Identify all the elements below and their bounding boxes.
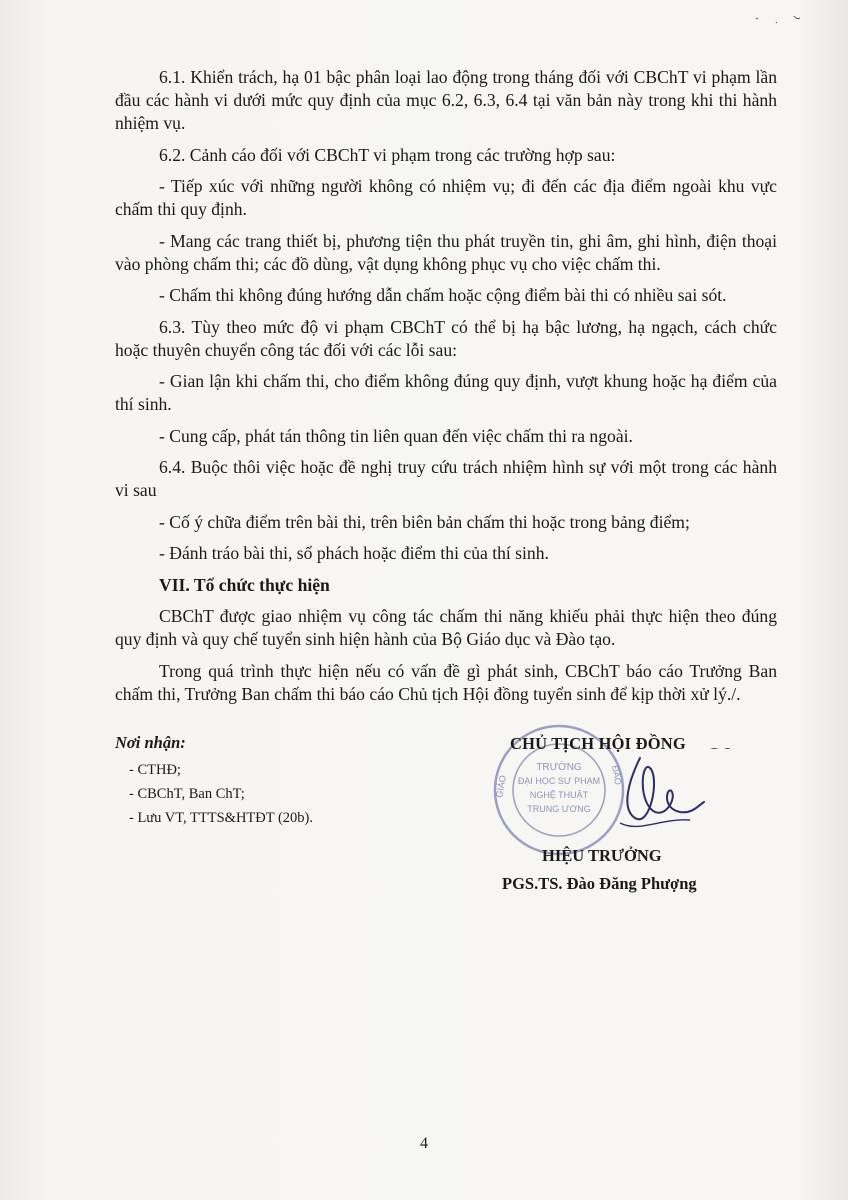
signature-block [470, 728, 760, 908]
paragraph-6-4: 6.4. Buộc thôi việc hoặc đề nghị truy cứu trách nhiệm hình sự với một trong các hành vi sau [115, 457, 777, 500]
signer-role: CHỦ TỊCH HỘI ĐỒNG [510, 734, 686, 753]
svg-text:ĐÀO: ĐÀO [610, 764, 624, 786]
recipients-title: Nơi nhận: [115, 733, 186, 752]
paragraph-6-3-item-2: - Cung cấp, phát tán thông tin liên quan đến việc chấm thi ra ngoài. [159, 425, 633, 446]
recipient-item: - CBChT, Ban ChT; [129, 786, 245, 802]
paragraph-6-4-item-1: - Cố ý chữa điểm trên bài thi, trên biên bản chấm thi hoặc trong bảng điểm; [159, 511, 690, 532]
recipient-item: - CTHĐ; [129, 762, 181, 778]
document-body [115, 66, 777, 714]
section-paragraph-1: CBChT được giao nhiệm vụ công tác chấm thi năng khiếu phải thực hiện theo đúng quy định và quy chế tuyển sinh hiện hành của Bộ Giáo dục và Đào tạo. [115, 606, 777, 649]
paragraph-6-3-item-1: - Gian lận khi chấm thi, cho điểm không đúng quy định, vượt khung hoặc hạ điểm của thí sinh. [115, 371, 777, 414]
section-paragraph-2: Trong quá trình thực hiện nếu có vấn đề gì phát sinh, CBChT báo cáo Trưởng Ban chấm thi, Trưởng Ban chấm thi báo cáo Chủ tịch Hội đồng tuyển sinh để kịp thời xử lý./. [115, 660, 777, 704]
paragraph-6-1: 6.1. Khiển trách, hạ 01 bậc phân loại lao động trong tháng đối với CBChT vi phạm lần đầu các hành vi dưới mức quy định của mục 6.2, 6.3, 6.4 tại văn bản này trong khi thi hành nhiệm vụ. [115, 67, 777, 133]
svg-text:ĐẠI HỌC SƯ PHẠM: ĐẠI HỌC SƯ PHẠM [517, 776, 601, 786]
svg-text:TRƯỜNG: TRƯỜNG [536, 762, 582, 773]
svg-text:NGHỆ THUẬT: NGHỆ THUẬT [529, 790, 589, 800]
scan-mark-icon [748, 12, 808, 32]
page-number: 4 [420, 1135, 428, 1152]
paragraph-6-2-item-1: - Tiếp xúc với những người không có nhiệm vụ; đi đến các địa điểm ngoài khu vực chấm thi quy định. [115, 176, 777, 219]
signer-position: HIỆU TRƯỞNG [542, 846, 662, 865]
handwritten-signature-icon [580, 748, 730, 848]
svg-text:TRUNG ƯƠNG: TRUNG ƯƠNG [527, 804, 591, 814]
paragraph-6-3: 6.3. Tùy theo mức độ vi phạm CBChT có thể bị hạ bậc lương, hạ ngạch, cách chức hoặc thuyên chuyển công tác đối với các lỗi sau: [115, 316, 777, 360]
paragraph-6-4-item-2: - Đánh tráo bài thi, số phách hoặc điểm thi của thí sinh. [159, 543, 549, 563]
signer-name: PGS.TS. Đào Đăng Phượng [502, 874, 697, 893]
recipients-block [115, 731, 435, 830]
paragraph-6-2-item-2: - Mang các trang thiết bị, phương tiện thu phát truyền tin, ghi âm, ghi hình, điện thoại vào phòng chấm thi; các đồ dùng, vật dụng không phục vụ cho việc chấm thi. [115, 230, 777, 274]
svg-text:GIÁO: GIÁO [494, 774, 508, 799]
paragraph-6-2: 6.2. Cảnh cáo đối với CBChT vi phạm trong các trường hợp sau: [159, 144, 616, 165]
paragraph-6-2-item-3: - Chấm thi không đúng hướng dẫn chấm hoặc cộng điểm bài thi có nhiều sai sót. [159, 285, 727, 305]
recipient-item: - Lưu VT, TTTS&HTĐT (20b). [129, 810, 313, 826]
section-heading: VII. Tổ chức thực hiện [159, 574, 330, 595]
